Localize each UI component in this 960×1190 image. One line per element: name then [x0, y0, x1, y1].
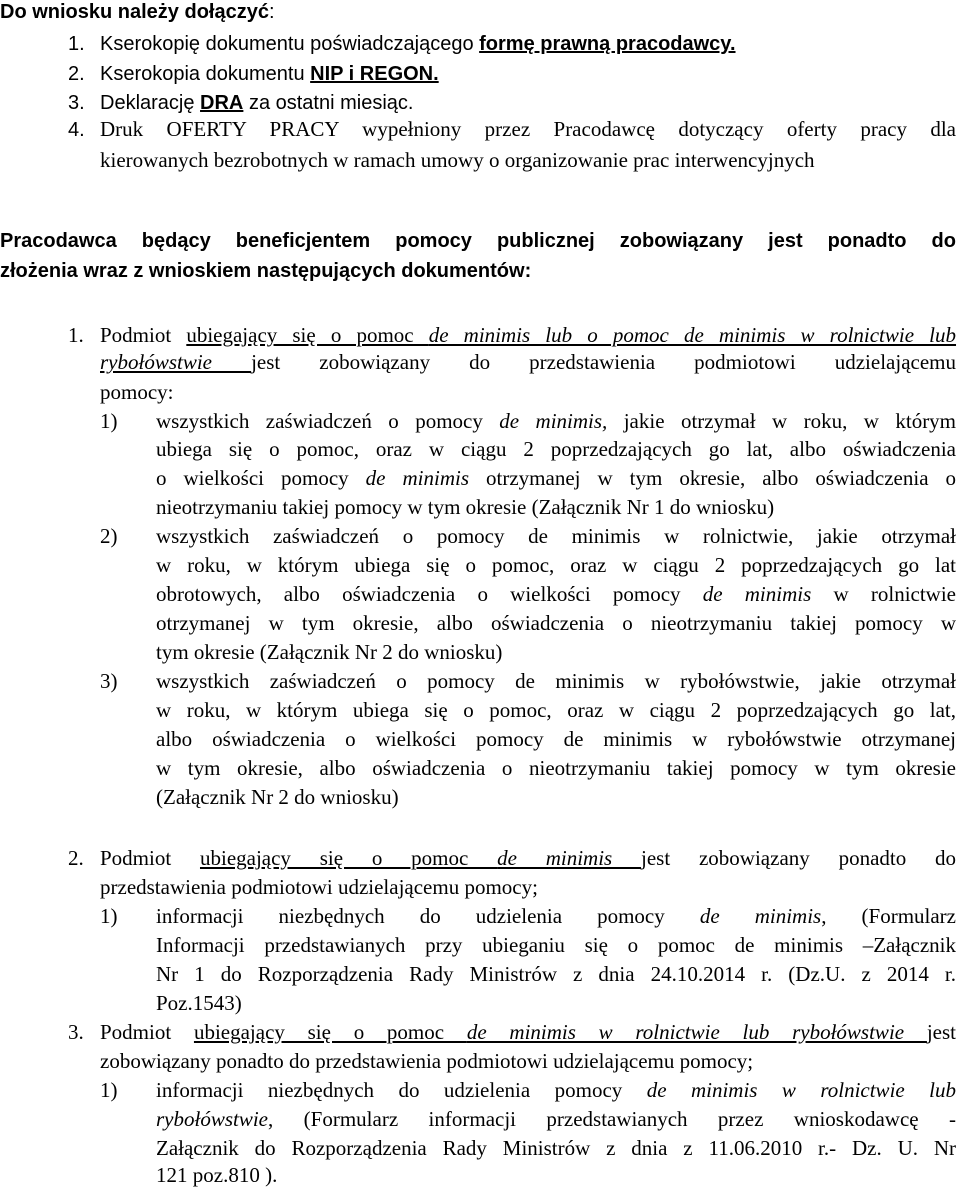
point-text: tym okresie (Załącznik Nr 2 do wniosku): [156, 640, 503, 664]
point-text: w roku, w którym ubiega się o pomoc, oraz w ciągu 2 poprzedzających go lat: [156, 553, 956, 577]
attachment-number: 4.: [68, 119, 85, 141]
attachment-item: Deklarację DRA za ostatni miesiąc.: [100, 92, 414, 114]
section-number: 3.: [68, 1020, 84, 1044]
section-2-text: przedstawienia podmiotowi udzielającemu pomocy;: [100, 875, 538, 899]
point-number: 1): [100, 409, 118, 433]
point-text: Informacji przedstawianych przy ubieganiu się o pomoc de minimis –Załącznik: [156, 933, 956, 957]
point-text: wszystkich zaświadczeń o pomocy de minimis w rybołówstwie, jakie otrzymał: [156, 669, 956, 693]
point-text: rybołówstwie, (Formularz informacji przedstawianych przez wnioskodawcę -: [156, 1107, 956, 1131]
point-text: ubiega się o pomoc, oraz w ciągu 2 poprzedzających go lat, albo oświadczenia: [156, 437, 956, 461]
attachment-item-continued: kierowanych bezrobotnych w ramach umowy o organizowanie prac interwencyjnych: [100, 148, 815, 172]
point-text: o wielkości pomocy de minimis otrzymanej w tym okresie, albo oświadczenia o: [156, 466, 957, 490]
beneficiary-paragraph: Pracodawca będący beneficjentem pomocy publicznej zobowiązany jest ponadto do: [0, 230, 956, 252]
beneficiary-paragraph-continued: złożenia wraz z wnioskiem następujących dokumentów:: [0, 260, 532, 282]
point-text: informacji niezbędnych do udzielenia pomocy de minimis, (Formularz: [156, 904, 956, 928]
section-2-text: Podmiot ubiegający się o pomoc de minimis jest zobowiązany ponadto do: [100, 846, 957, 870]
point-text: wszystkich zaświadczeń o pomocy de minimis w rolnictwie, jakie otrzymał: [156, 524, 956, 548]
point-number: 1): [100, 904, 118, 928]
attachment-item: Kserokopia dokumentu NIP i REGON.: [100, 63, 439, 85]
attachment-number: 2.: [68, 63, 85, 85]
point-text: otrzymanej w tym okresie, albo oświadczenia o nieotrzymaniu takiej pomocy w: [156, 611, 956, 635]
point-text: wszystkich zaświadczeń o pomocy de minimis, jakie otrzymał w roku, w którym: [156, 409, 957, 433]
attachment-item: Kserokopię dokumentu poświadczającego formę prawną pracodawcy.: [100, 33, 736, 55]
section-1-text: pomocy:: [100, 380, 174, 404]
point-number: 1): [100, 1078, 118, 1102]
point-number: 3): [100, 669, 118, 693]
attachment-number: 1.: [68, 33, 85, 55]
point-text: w roku, w którym ubiega się o pomoc, oraz w ciągu 2 poprzedzających go lat,: [156, 698, 956, 722]
section-1-text: Podmiot ubiegający się o pomoc de minimis lub o pomoc de minimis w rolnictwie lub: [100, 323, 957, 347]
section-number: 1.: [68, 323, 84, 347]
point-text: (Załącznik Nr 2 do wniosku): [156, 785, 399, 809]
point-text: Nr 1 do Rozporządzenia Rady Ministrów z dnia 24.10.2014 r. (Dz.U. z 2014 r.: [156, 962, 956, 986]
section-3-text: Podmiot ubiegający się o pomoc de minimis w rolnictwie lub rybołówstwie jest: [100, 1020, 957, 1044]
point-text: Załącznik do Rozporządzenia Rady Ministrów z dnia z 11.06.2010 r.- Dz. U. Nr: [156, 1136, 956, 1160]
point-text: Poz.1543): [156, 991, 242, 1015]
point-text: w tym okresie, albo oświadczenia o nieotrzymaniu takiej pomocy w tym okresie: [156, 756, 956, 780]
attachment-item: Druk OFERTY PRACY wypełniony przez Pracodawcę dotyczący oferty pracy dla: [100, 117, 956, 141]
point-text: informacji niezbędnych do udzielenia pomocy de minimis w rolnictwie lub: [156, 1078, 956, 1102]
section-1-text: rybołówstwie jest zobowiązany do przedstawienia podmiotowi udzielającemu: [100, 350, 956, 374]
point-text: albo oświadczenia o wielkości pomocy de minimis w rybołówstwie otrzymanej: [156, 727, 956, 751]
point-text: 121 poz.810 ).: [156, 1163, 278, 1187]
section-3-text: zobowiązany ponadto do przedstawienia podmiotowi udzielającemu pomocy;: [100, 1049, 754, 1073]
point-text: nieotrzymaniu takiej pomocy w tym okresie (Załącznik Nr 1 do wniosku): [156, 495, 775, 519]
point-number: 2): [100, 524, 118, 548]
section-number: 2.: [68, 846, 84, 870]
attachments-heading: Do wniosku należy dołączyć:: [0, 1, 275, 23]
attachment-number: 3.: [68, 92, 85, 114]
point-text: obrotowych, albo oświadczenia o wielkości pomocy de minimis w rolnictwie: [156, 582, 957, 606]
